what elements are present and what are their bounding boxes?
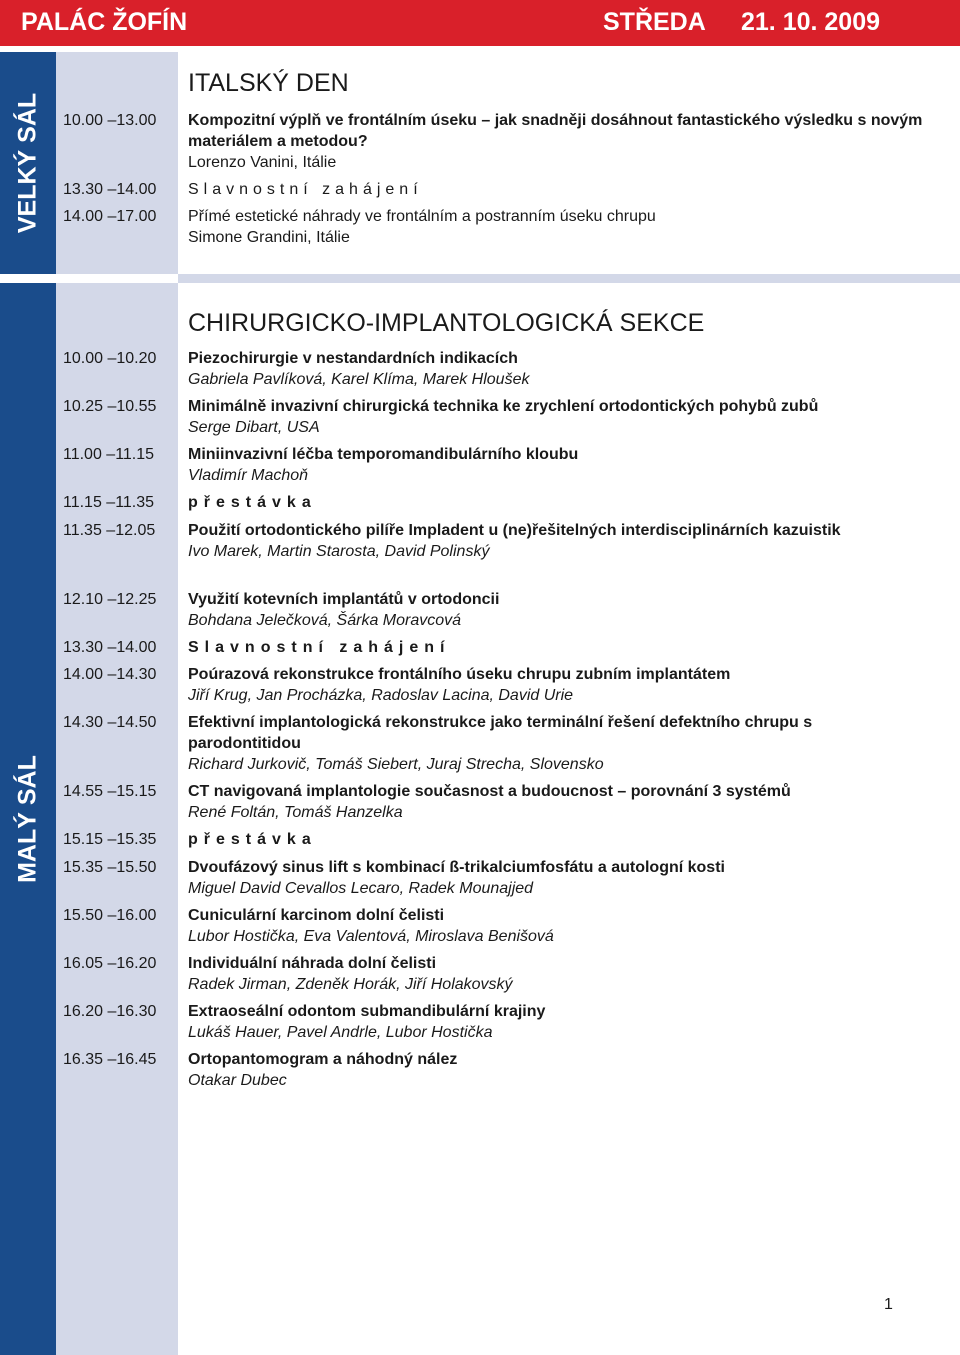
page-number: 1 [884, 1296, 893, 1313]
section-separator [178, 274, 960, 283]
item-title: Ortopantomogram a náhodný nález [188, 1051, 458, 1068]
item-authors: Otakar Dubec [188, 1072, 287, 1089]
item-time: 16.05 –16.20 [63, 955, 157, 972]
item-authors: Serge Dibart, USA [188, 419, 320, 436]
item-time: 14.55 –15.15 [63, 783, 157, 800]
item-title: Poúrazová rekonstrukce frontálního úseku chrupu zubním implantátem [188, 666, 731, 683]
item-title: Piezochirurgie v nestandardních indikacích [188, 350, 518, 367]
room-band-big [0, 52, 56, 274]
item-title: Využití kotevních implantátů v ortodoncii [188, 591, 500, 608]
item-time: 11.35 –12.05 [63, 522, 156, 539]
item-authors: Bohdana Jelečková, Šárka Moravcová [188, 612, 462, 629]
room-label-big: VELKÝ SÁL [13, 92, 42, 234]
item-title: Slavnostní zahájení [188, 639, 451, 656]
item-time: 15.15 –15.35 [63, 831, 157, 848]
section-title-italian: ITALSKÝ DEN [188, 69, 349, 97]
date-text: 21. 10. 2009 [741, 8, 881, 36]
item-title: Efektivní implantologická rekonstrukce jako terminální řešení defektního chrupu s parodontitidou [188, 714, 813, 752]
item-time: 15.50 –16.00 [63, 907, 157, 924]
item-authors: Vladimír Machoň [188, 467, 309, 484]
item-time: 10.25 –10.55 [63, 398, 157, 415]
item-authors: Lorenzo Vanini, Itálie [188, 154, 337, 171]
item-time: 11.00 –11.15 [63, 446, 155, 463]
item-time: 11.15 –11.35 [63, 494, 155, 511]
item-title: Individuální náhrada dolní čelisti [188, 955, 437, 972]
item-authors: Gabriela Pavlíková, Karel Klíma, Marek Hloušek [188, 371, 530, 388]
room-band-small [0, 283, 56, 1355]
item-title: Kompozitní výplň ve frontálním úseku – jak snadněji dosáhnout fantastického výsledku s novým materiálem a metodou? [188, 112, 923, 150]
item-title: Dvoufázový sinus lift s kombinací ß-trikalciumfosfátu a autologní kosti [188, 859, 725, 876]
day-name: STŘEDA [603, 8, 706, 36]
item-authors: Richard Jurkovič, Tomáš Siebert, Juraj Strecha, Slovensko [188, 756, 604, 773]
item-time: 16.35 –16.45 [63, 1051, 157, 1068]
item-authors: Ivo Marek, Martin Starosta, David Polinský [188, 543, 490, 560]
item-time: 10.00 –13.00 [63, 112, 157, 129]
item-title: Extraoseální odontom submandibulární krajiny [188, 1003, 546, 1020]
item-title: Minimálně invazivní chirurgická technika ke zrychlení ortodontických pohybů zubů [188, 398, 819, 415]
item-authors: René Foltán, Tomáš Hanzelka [188, 804, 403, 821]
item-authors: Jiří Krug, Jan Procházka, Radoslav Lacina, David Urie [188, 687, 574, 704]
page-header [0, 0, 960, 46]
item-time: 12.10 –12.25 [63, 591, 157, 608]
item-time: 16.20 –16.30 [63, 1003, 157, 1020]
item-authors: Lubor Hostička, Eva Valentová, Miroslava Benišová [188, 928, 554, 945]
item-time: 13.30 –14.00 [63, 639, 157, 656]
room-label-small: MALÝ SÁL [13, 755, 42, 883]
section-title-surgery: CHIRURGICKO-IMPLANTOLOGICKÁ SEKCE [188, 309, 705, 337]
item-title: Slavnostní zahájení [188, 181, 423, 198]
item-authors: Simone Grandini, Itálie [188, 229, 350, 246]
item-title: přestávka [188, 494, 317, 511]
item-title: přestávka [188, 831, 317, 848]
venue-name: PALÁC ŽOFÍN [21, 8, 188, 36]
item-time: 14.00 –14.30 [63, 666, 157, 683]
item-authors: Lukáš Hauer, Pavel Andrle, Lubor Hostička [188, 1024, 493, 1041]
item-title: Cuniculární karcinom dolní čelisti [188, 907, 445, 924]
item-authors: Miguel David Cevallos Lecaro, Radek Mounajjed [188, 880, 534, 897]
item-authors: Radek Jirman, Zdeněk Horák, Jiří Holakovský [188, 976, 513, 993]
item-time: 13.30 –14.00 [63, 181, 157, 198]
item-title: CT navigovaná implantologie současnost a budoucnost – porovnání 3 systémů [188, 783, 791, 800]
item-time: 14.30 –14.50 [63, 714, 157, 731]
item-title: Přímé estetické náhrady ve frontálním a postranním úseku chrupu [188, 208, 656, 225]
item-title: Použití ortodontického pilíře Impladent u (ne)řešitelných interdisciplinárních kazuistik [188, 522, 841, 539]
item-time: 14.00 –17.00 [63, 208, 157, 225]
item-time: 15.35 –15.50 [63, 859, 157, 876]
item-time: 10.00 –10.20 [63, 350, 157, 367]
item-title: Miniinvazivní léčba temporomandibulárního kloubu [188, 446, 579, 463]
time-column-big [56, 52, 178, 274]
